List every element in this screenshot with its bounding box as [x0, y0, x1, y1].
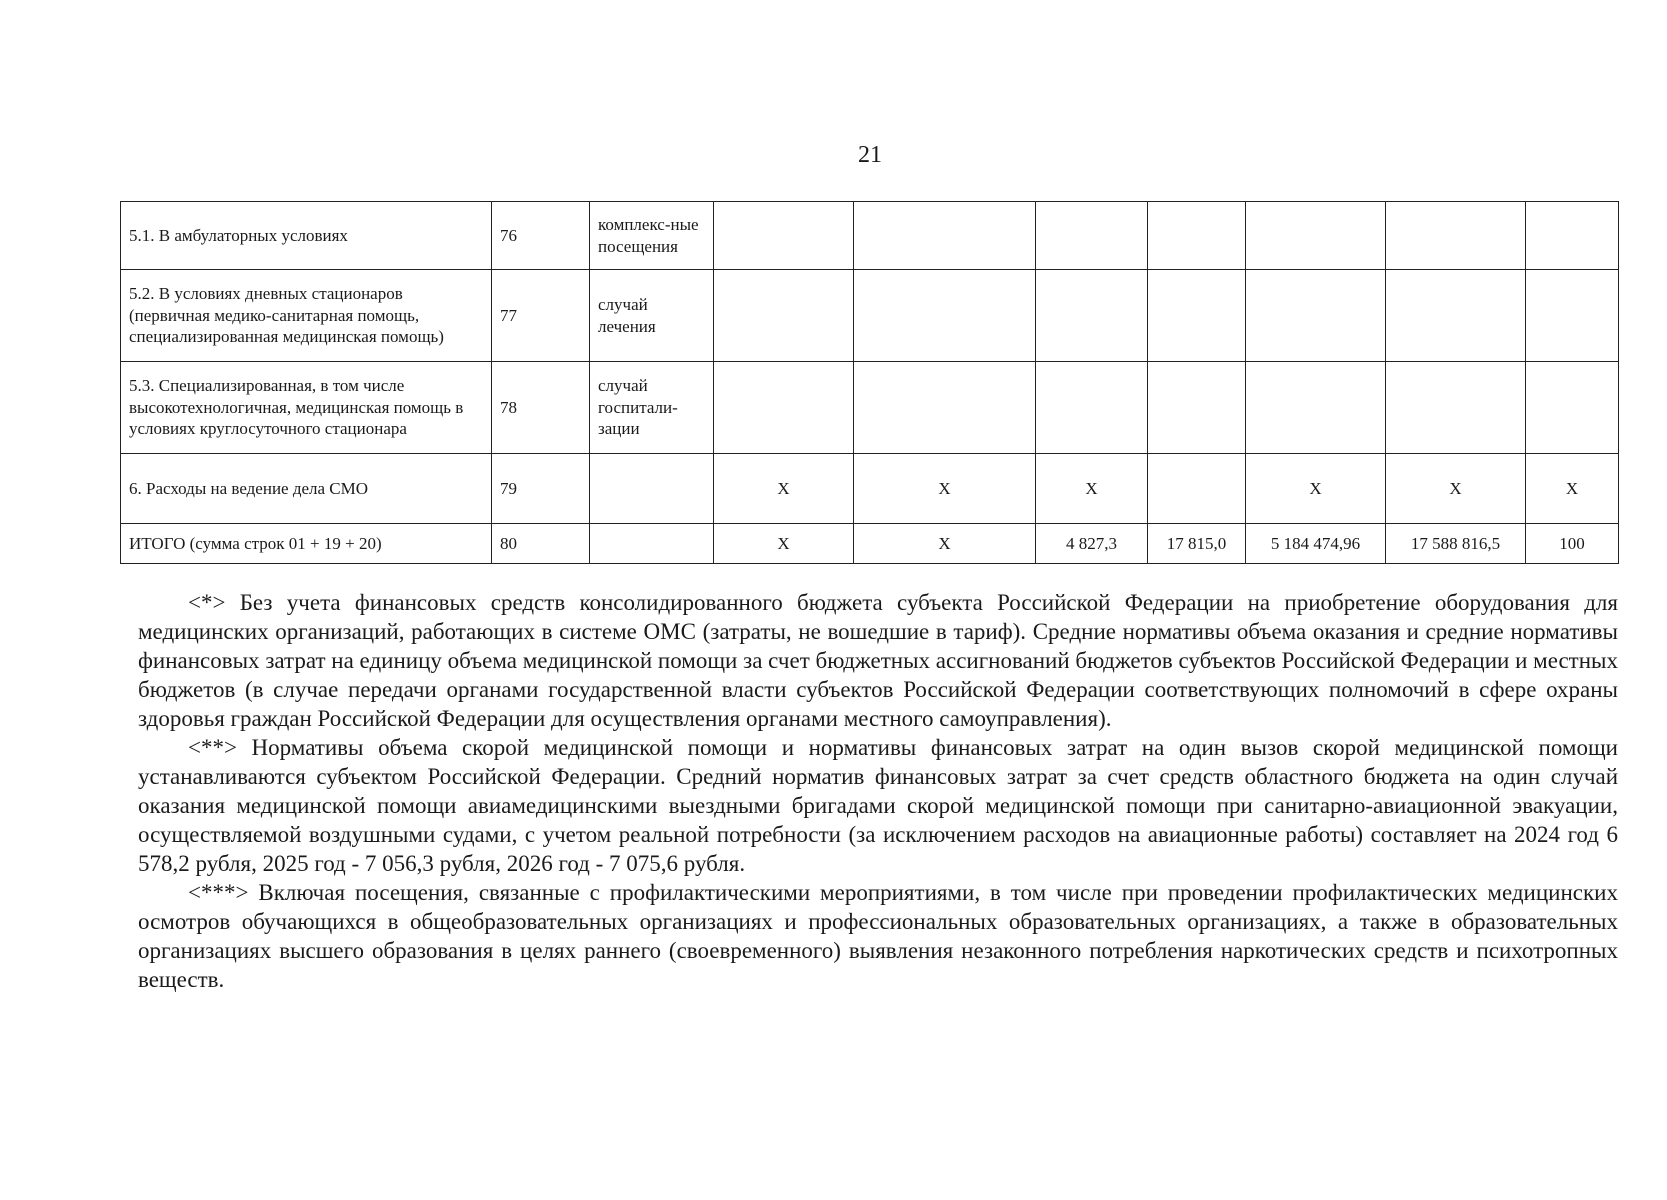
table-cell: 4 827,3 [1036, 524, 1148, 564]
row-name: 6. Расходы на ведение дела СМО [121, 454, 492, 524]
table-row [121, 362, 1619, 454]
table-cell [1036, 202, 1148, 270]
row-name: 5.2. В условиях дневных стационаров (первичная медико-санитарная помощь, специализированная медицинская помощь) [121, 270, 492, 362]
table-cell [854, 362, 1036, 454]
table-cell: Х [714, 524, 854, 564]
financing-table [120, 201, 1619, 564]
row-unit [590, 524, 714, 564]
footnotes [138, 588, 1618, 994]
table-cell [1148, 454, 1246, 524]
row-number: 78 [492, 362, 590, 454]
footnote-3: <***> Включая посещения, связанные с профилактическими мероприятиями, в том числе при проведении профилактических медицинских осмотров обучающихся в общеобразовательных организациях и профессиональных образовательных организациях, а также в образовательных организациях высшего образования в целях раннего (своевременного) выявления незаконного потребления наркотических средств и психотропных веществ. [138, 880, 1618, 992]
row-number: 76 [492, 202, 590, 270]
table-cell [1246, 202, 1386, 270]
table-cell [1386, 270, 1526, 362]
table-cell: Х [854, 454, 1036, 524]
table-cell [714, 362, 854, 454]
table-cell [1036, 270, 1148, 362]
table-cell [1246, 362, 1386, 454]
table-row [121, 202, 1619, 270]
table-cell [1526, 270, 1619, 362]
table-row [121, 270, 1619, 362]
row-number: 77 [492, 270, 590, 362]
table-cell [854, 270, 1036, 362]
table-cell: Х [714, 454, 854, 524]
table-cell: 5 184 474,96 [1246, 524, 1386, 564]
table-cell [1526, 362, 1619, 454]
table-cell: Х [854, 524, 1036, 564]
table-cell: 100 [1526, 524, 1619, 564]
footnote-2: <**> Нормативы объема скорой медицинской помощи и нормативы финансовых затрат на один вызов скорой медицинской помощи устанавливаются субъектом Российской Федерации. Средний норматив финансовых затрат за счет средств областного бюджета на один случай оказания медицинской помощи авиамедицинскими выездными бригадами скорой медицинской помощи при санитарно-авиационной эвакуации, осуществляемой воздушными судами, с учетом реальной потребности (за исключением расходов на авиационные работы) составляет на 2024 год 6 578,2 рубля, 2025 год - 7 056,3 рубля, 2026 год - 7 075,6 рубля. [138, 735, 1618, 876]
row-number: 80 [492, 524, 590, 564]
table-cell: 17 815,0 [1148, 524, 1246, 564]
table-row [121, 524, 1619, 564]
table-cell [854, 202, 1036, 270]
table-cell [1526, 202, 1619, 270]
table-cell: Х [1246, 454, 1386, 524]
table-cell [1386, 202, 1526, 270]
table-cell [1246, 270, 1386, 362]
row-number: 79 [492, 454, 590, 524]
table-cell: Х [1526, 454, 1619, 524]
row-unit: случай госпитали-зации [590, 362, 714, 454]
table-cell [1148, 362, 1246, 454]
table-cell: Х [1386, 454, 1526, 524]
table-cell [1148, 270, 1246, 362]
page-number: 21 [858, 142, 882, 168]
row-name: ИТОГО (сумма строк 01 + 19 + 20) [121, 524, 492, 564]
table-cell: 17 588 816,5 [1386, 524, 1526, 564]
row-unit: комплекс-ные посещения [590, 202, 714, 270]
table-cell [714, 270, 854, 362]
table-cell [1386, 362, 1526, 454]
table-row [121, 454, 1619, 524]
table-cell [1148, 202, 1246, 270]
row-name: 5.1. В амбулаторных условиях [121, 202, 492, 270]
footnote-1: <*> Без учета финансовых средств консолидированного бюджета субъекта Российской Федерации на приобретение оборудования для медицинских организаций, работающих в системе ОМС (затраты, не вошедшие в тариф). Средние нормативы объема оказания и средние нормативы финансовых затрат на единицу объема медицинской помощи за счет бюджетных ассигнований бюджетов субъектов Российской Федерации и местных бюджетов (в случае передачи органами государственной власти субъектов Российской Федерации соответствующих полномочий в сфере охраны здоровья граждан Российской Федерации для осуществления органами местного самоуправления). [138, 590, 1618, 731]
row-name: 5.3. Специализированная, в том числе высокотехнологичная, медицинская помощь в условиях круглосуточного стационара [121, 362, 492, 454]
row-unit: случай лечения [590, 270, 714, 362]
row-unit [590, 454, 714, 524]
table-cell [714, 202, 854, 270]
table-cell: Х [1036, 454, 1148, 524]
table-cell [1036, 362, 1148, 454]
